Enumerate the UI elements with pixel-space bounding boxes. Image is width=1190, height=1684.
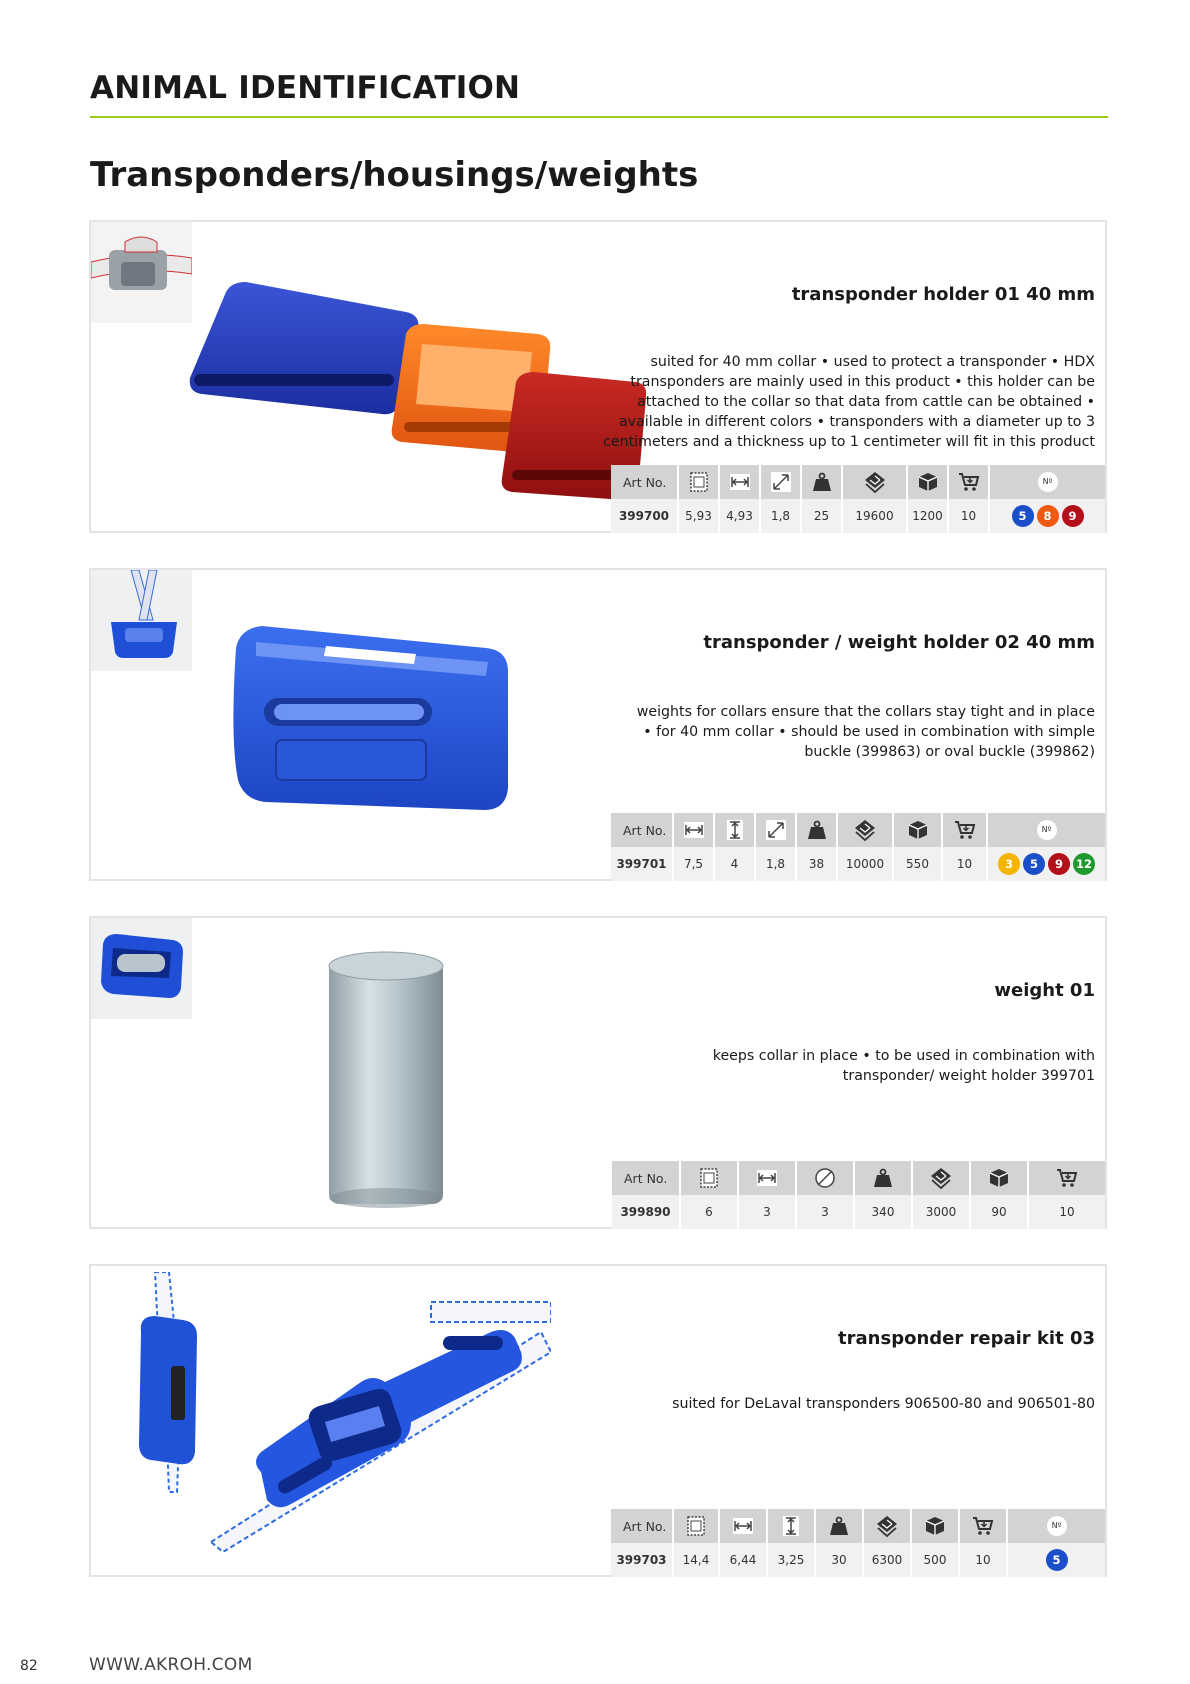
product-description: suited for DeLaval transponders 906500-80 and 906501-80 <box>672 1396 1095 1412</box>
color-number-icon: Nº <box>1037 820 1057 840</box>
product-description: keeps collar in place • to be used in combination with transponder/ weight holder 399701 <box>712 1048 1095 1084</box>
pallet-header <box>863 1509 911 1543</box>
product-thumbnail <box>91 222 192 323</box>
artno-header: Art No. <box>612 1161 680 1195</box>
spec-cell: 14,4 <box>673 1543 719 1577</box>
width-icon <box>731 1514 755 1538</box>
packing-size-header <box>680 1161 738 1195</box>
spec-table <box>611 1509 1105 1577</box>
color-badge-orange: 8 <box>1037 505 1059 527</box>
spec-cell: 3,25 <box>767 1543 815 1577</box>
diameter-icon <box>813 1166 837 1190</box>
spec-cell: 90 <box>970 1195 1028 1229</box>
diagonal-header <box>755 813 796 847</box>
packing-size-header <box>673 1509 719 1543</box>
color-cell <box>989 499 1105 533</box>
weight-header <box>796 813 837 847</box>
carton-header <box>970 1161 1028 1195</box>
color-header <box>989 465 1105 499</box>
color-badge-red: 9 <box>1048 853 1070 875</box>
product-image <box>216 620 616 830</box>
cart-icon <box>953 818 977 842</box>
spec-data-row <box>611 499 1105 533</box>
width-icon <box>728 470 752 494</box>
spec-cell: 3 <box>738 1195 796 1229</box>
width-header <box>673 813 714 847</box>
carton-header <box>893 813 942 847</box>
page-number: 82 <box>20 1658 38 1674</box>
color-badge-blue: 5 <box>1023 853 1045 875</box>
spec-header-row <box>611 465 1105 499</box>
weight-icon <box>827 1514 851 1538</box>
pallet-icon <box>863 470 887 494</box>
spec-cell: 4,93 <box>719 499 760 533</box>
spec-cell: 1,8 <box>760 499 801 533</box>
section-divider <box>90 116 1108 118</box>
carton-icon <box>906 818 930 842</box>
color-header <box>1007 1509 1105 1543</box>
width-header <box>719 465 760 499</box>
artno-cell: 399701 <box>611 847 673 881</box>
weight-icon <box>810 470 834 494</box>
carton-icon <box>987 1166 1011 1190</box>
footer-url[interactable]: WWW.AKROH.COM <box>89 1655 253 1675</box>
color-badge-green: 12 <box>1073 853 1095 875</box>
pallet-icon <box>875 1514 899 1538</box>
product-description: weights for collars ensure that the collars stay tight and in place • for 40 mm collar • should be used in combination with simple buckle (399863) or oval buckle (399862) <box>636 704 1095 760</box>
diagonal-size-icon <box>764 818 788 842</box>
artno-header: Art No. <box>611 813 673 847</box>
spec-cell: 5,93 <box>678 499 719 533</box>
height-icon <box>723 818 747 842</box>
spec-header-row <box>611 813 1105 847</box>
color-badge-blue: 5 <box>1046 1549 1068 1571</box>
spec-table <box>612 1161 1105 1229</box>
carton-icon <box>916 470 940 494</box>
product-name: transponder / weight holder 02 40 mm <box>703 632 1095 653</box>
artno-cell: 399890 <box>612 1195 680 1229</box>
diagonal-header <box>760 465 801 499</box>
spec-cell: 1,8 <box>755 847 796 881</box>
color-header <box>987 813 1105 847</box>
spec-cell: 340 <box>854 1195 912 1229</box>
weight-icon <box>871 1166 895 1190</box>
spec-cell: 7,5 <box>673 847 714 881</box>
product-name: weight 01 <box>994 980 1095 1001</box>
spec-table <box>611 813 1105 881</box>
spec-cell: 30 <box>815 1543 863 1577</box>
weight-header <box>854 1161 912 1195</box>
weight-header <box>815 1509 863 1543</box>
spec-cell: 1200 <box>907 499 948 533</box>
cart-icon <box>1055 1166 1079 1190</box>
pallet-header <box>912 1161 970 1195</box>
spec-cell: 19600 <box>842 499 907 533</box>
width-header <box>719 1509 767 1543</box>
artno-cell: 399700 <box>611 499 678 533</box>
pallet-header <box>837 813 893 847</box>
artno-header: Art No. <box>611 465 678 499</box>
pallet-icon <box>853 818 877 842</box>
spec-cell: 25 <box>801 499 842 533</box>
height-header <box>714 813 755 847</box>
color-cell <box>1007 1543 1105 1577</box>
packing-size-icon <box>684 1514 708 1538</box>
product-description: suited for 40 mm collar • used to protect a transponder • HDX transponders are mainly used in this product • this holder can be attached to the collar so that data from cattle can be obtained • available in different colors • transponders with a diameter up to 3 centimeters and a thickness up to 1 centimeter will fit in this product <box>603 354 1095 450</box>
color-number-icon: Nº <box>1047 1516 1067 1536</box>
packing-size-icon <box>697 1166 721 1190</box>
spec-data-row <box>611 1543 1105 1577</box>
width-icon <box>755 1166 779 1190</box>
diagonal-size-icon <box>769 470 793 494</box>
spec-cell: 10 <box>959 1543 1007 1577</box>
order-unit-header <box>948 465 989 499</box>
product-card-repair-kit-03 <box>89 1264 1107 1577</box>
width-header <box>738 1161 796 1195</box>
carton-icon <box>923 1514 947 1538</box>
spec-table <box>611 465 1105 533</box>
spec-data-row <box>612 1195 1105 1229</box>
product-card-transponder-holder-01 <box>89 220 1107 533</box>
spec-cell: 4 <box>714 847 755 881</box>
color-cell <box>987 847 1105 881</box>
spec-cell: 550 <box>893 847 942 881</box>
page-title: Transponders/housings/weights <box>90 155 699 195</box>
height-icon <box>779 1514 803 1538</box>
spec-cell: 6 <box>680 1195 738 1229</box>
color-number-icon: Nº <box>1038 472 1058 492</box>
color-badge-red: 9 <box>1062 505 1084 527</box>
order-unit-header <box>959 1509 1007 1543</box>
spec-header-row <box>612 1161 1105 1195</box>
spec-cell: 38 <box>796 847 837 881</box>
pallet-icon <box>929 1166 953 1190</box>
order-unit-header <box>1028 1161 1105 1195</box>
height-header <box>767 1509 815 1543</box>
spec-cell: 6,44 <box>719 1543 767 1577</box>
carton-header <box>911 1509 959 1543</box>
weight-header <box>801 465 842 499</box>
spec-cell: 10000 <box>837 847 893 881</box>
color-badge-blue: 5 <box>1012 505 1034 527</box>
product-card-weight-01 <box>89 916 1107 1229</box>
cart-icon <box>957 470 981 494</box>
artno-header: Art No. <box>611 1509 673 1543</box>
product-image <box>321 946 451 1216</box>
weight-icon <box>805 818 829 842</box>
width-icon <box>682 818 706 842</box>
packing-size-icon <box>687 470 711 494</box>
spec-cell: 10 <box>948 499 989 533</box>
product-thumbnail <box>91 570 192 671</box>
spec-header-row <box>611 1509 1105 1543</box>
product-card-weight-holder-02 <box>89 568 1107 881</box>
product-name: transponder repair kit 03 <box>838 1328 1095 1349</box>
pallet-header <box>842 465 907 499</box>
spec-cell: 10 <box>1028 1195 1105 1229</box>
spec-cell: 500 <box>911 1543 959 1577</box>
spec-cell: 10 <box>942 847 987 881</box>
spec-cell: 6300 <box>863 1543 911 1577</box>
product-image <box>111 1272 551 1552</box>
color-badge-yellow: 3 <box>998 853 1020 875</box>
spec-data-row <box>611 847 1105 881</box>
cart-icon <box>971 1514 995 1538</box>
product-image <box>186 282 646 512</box>
spec-cell: 3000 <box>912 1195 970 1229</box>
spec-cell: 3 <box>796 1195 854 1229</box>
carton-header <box>907 465 948 499</box>
artno-cell: 399703 <box>611 1543 673 1577</box>
product-thumbnail <box>91 918 192 1019</box>
product-name: transponder holder 01 40 mm <box>791 284 1095 305</box>
diameter-header <box>796 1161 854 1195</box>
packing-size-header <box>678 465 719 499</box>
order-unit-header <box>942 813 987 847</box>
section-title: ANIMAL IDENTIFICATION <box>90 70 521 106</box>
